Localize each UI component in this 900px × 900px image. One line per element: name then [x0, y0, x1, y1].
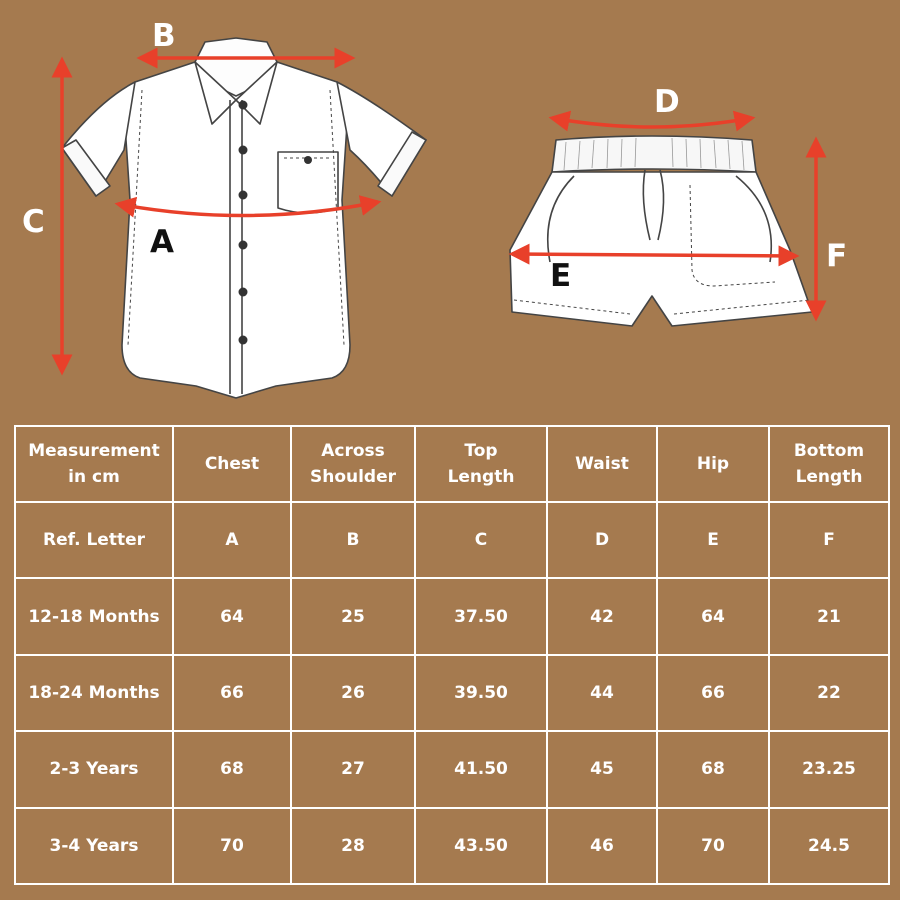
row-label: 12-18 Months	[15, 578, 173, 654]
header-waist: Waist	[547, 426, 657, 502]
table-cell: 66	[657, 655, 769, 731]
table-row	[15, 808, 889, 884]
header-chest: Chest	[173, 426, 291, 502]
label-b: B	[152, 18, 176, 54]
table-cell: 68	[657, 731, 769, 807]
table-cell: C	[415, 502, 547, 578]
row-label: Ref. Letter	[15, 502, 173, 578]
row-label: 3-4 Years	[15, 808, 173, 884]
table-row	[15, 655, 889, 731]
arrow-d-waist	[552, 118, 752, 127]
table-cell: B	[291, 502, 415, 578]
row-label: 18-24 Months	[15, 655, 173, 731]
table-cell: 70	[173, 808, 291, 884]
shorts-illustration	[510, 136, 812, 326]
arrow-e-hip	[512, 254, 796, 256]
table-cell: 28	[291, 808, 415, 884]
table-cell: 23.25	[769, 731, 889, 807]
header-hip: Hip	[657, 426, 769, 502]
table-row	[15, 502, 889, 578]
table-cell: 25	[291, 578, 415, 654]
table-cell: 46	[547, 808, 657, 884]
table-cell: 66	[173, 655, 291, 731]
row-label: 2-3 Years	[15, 731, 173, 807]
table-cell: 27	[291, 731, 415, 807]
table-cell: 37.50	[415, 578, 547, 654]
table-cell: 41.50	[415, 731, 547, 807]
table-cell: 44	[547, 655, 657, 731]
size-chart-table	[14, 425, 890, 885]
table-cell: 68	[173, 731, 291, 807]
header-across-shoulder: Across Shoulder	[291, 426, 415, 502]
table-cell: 24.5	[769, 808, 889, 884]
table-cell: 42	[547, 578, 657, 654]
table-cell: E	[657, 502, 769, 578]
table-cell: F	[769, 502, 889, 578]
table-cell: 45	[547, 731, 657, 807]
table-cell: 22	[769, 655, 889, 731]
table-header-row	[15, 426, 889, 502]
table-cell: 26	[291, 655, 415, 731]
table-cell: 21	[769, 578, 889, 654]
table-cell: D	[547, 502, 657, 578]
table-cell: 64	[173, 578, 291, 654]
label-f: F	[826, 238, 848, 274]
table-row	[15, 731, 889, 807]
label-c: C	[22, 204, 45, 240]
header-bottom-length: Bottom Length	[769, 426, 889, 502]
table-row	[15, 578, 889, 654]
header-top-length: Top Length	[415, 426, 547, 502]
label-e: E	[550, 258, 572, 294]
table-cell: 64	[657, 578, 769, 654]
table-cell: 70	[657, 808, 769, 884]
table-cell: 43.50	[415, 808, 547, 884]
table-cell: A	[173, 502, 291, 578]
label-d: D	[654, 84, 680, 120]
table-cell: 39.50	[415, 655, 547, 731]
header-measurement: Measurement in cm	[15, 426, 173, 502]
garment-measurement-diagram	[0, 0, 900, 410]
label-a: A	[150, 224, 174, 260]
